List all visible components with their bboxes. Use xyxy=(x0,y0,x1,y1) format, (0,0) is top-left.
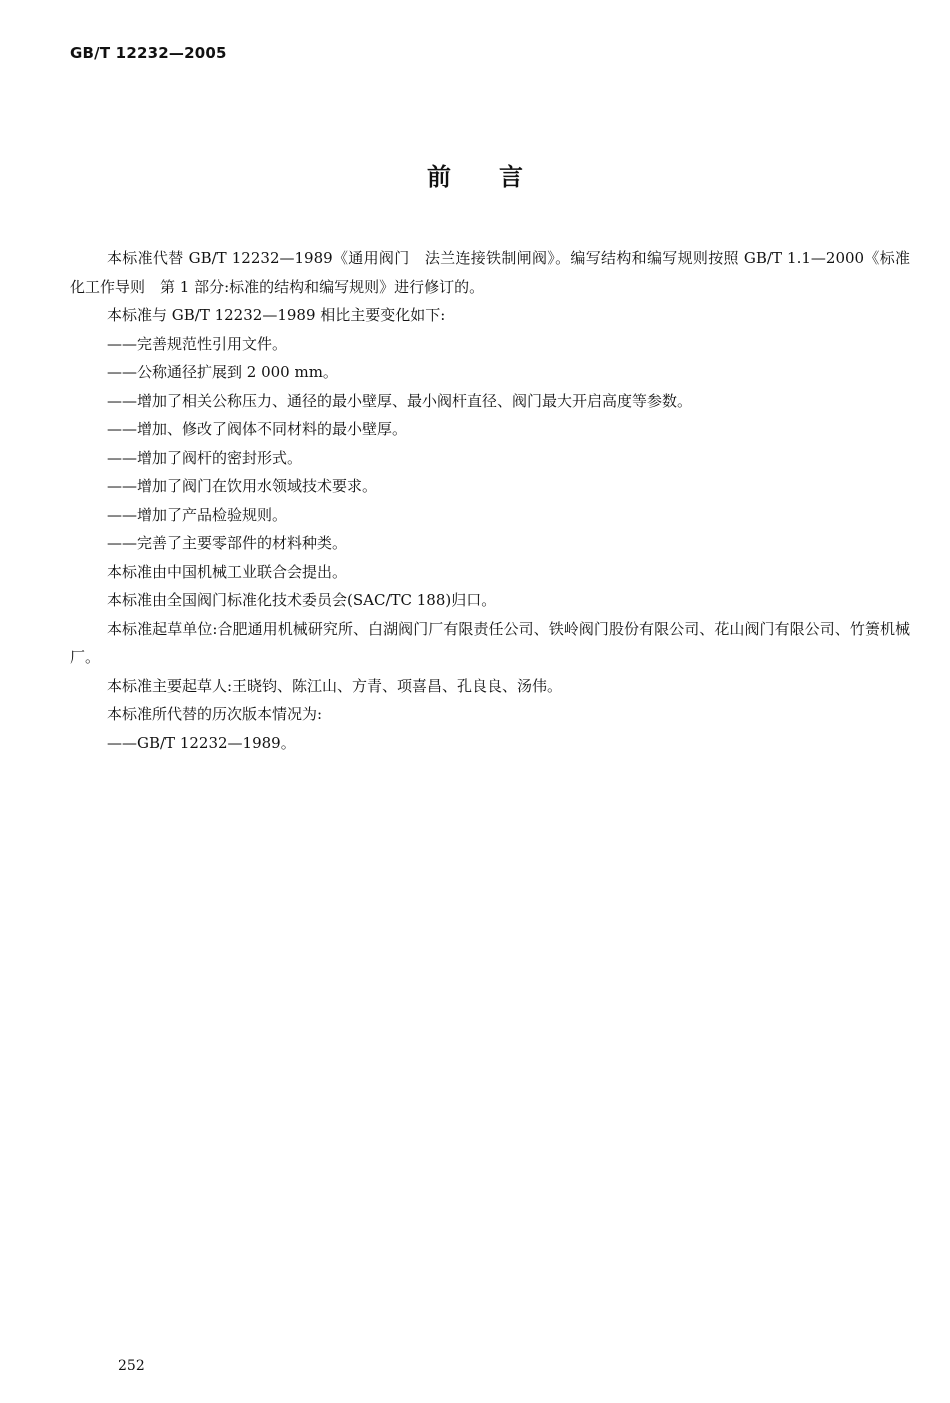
change-item: ——公称通径扩展到 2 000 mm。 xyxy=(107,363,338,381)
paragraph-replaced-versions-intro: 本标准所代替的历次版本情况为: xyxy=(107,705,323,723)
change-item: ——增加了产品检验规则。 xyxy=(107,505,288,524)
paragraph-changes-intro: 本标准与 GB/T 12232—1989 相比主要变化如下: xyxy=(107,306,446,324)
paragraph-drafters: 本标准主要起草人:王晓钧、陈江山、方青、项喜昌、孔良良、汤伟。 xyxy=(107,676,563,695)
paragraph-proposer: 本标准由中国机械工业联合会提出。 xyxy=(107,562,348,581)
paragraph-responsible-committee: 本标准由全国阀门标准化技术委员会(SAC/TC 188)归口。 xyxy=(107,591,497,609)
change-item: ——增加了阀杆的密封形式。 xyxy=(107,448,303,467)
paragraph-replacement-statement: 本标准代替 GB/T 12232—1989《通用阀门 法兰连接铁制闸阀》。编写结构和编写规则按照 GB/T 1.1—2000《标准化工作导则 第 1 部分:标准的结构和编写规则》进行修订的。 xyxy=(70,249,910,296)
replaced-version-item: ——GB/T 12232—1989。 xyxy=(107,733,296,752)
change-item: ——增加了相关公称压力、通径的最小壁厚、最小阀杆直径、阀门最大开启高度等参数。 xyxy=(107,391,693,410)
section-title: 前言 xyxy=(427,163,571,191)
change-item: ——完善了主要零部件的材料种类。 xyxy=(107,534,348,552)
standard-code-header: GB/T 12232—2005 xyxy=(70,44,227,62)
foreword-body xyxy=(70,244,910,757)
change-item: ——增加了阀门在饮用水领域技术要求。 xyxy=(107,477,378,495)
change-item: ——增加、修改了阀体不同材料的最小壁厚。 xyxy=(107,420,408,438)
page-number: 252 xyxy=(118,1358,145,1374)
change-item: ——完善规范性引用文件。 xyxy=(107,334,288,353)
paragraph-drafting-units: 本标准起草单位:合肥通用机械研究所、白湖阀门厂有限责任公司、铁岭阀门股份有限公司、花山阀门有限公司、竹箦机械厂。 xyxy=(70,619,910,666)
